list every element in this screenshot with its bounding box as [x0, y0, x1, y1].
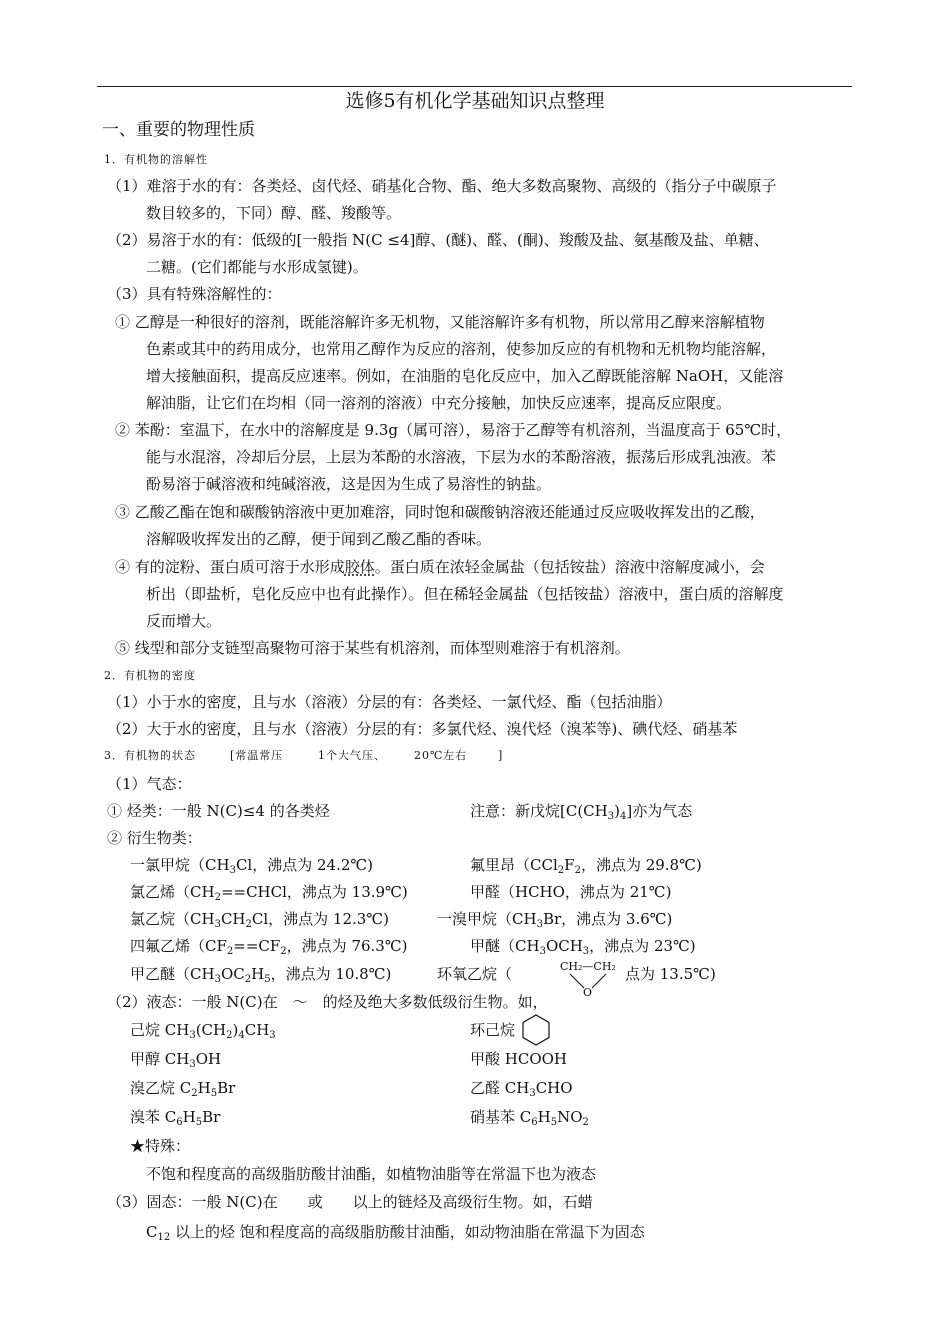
state-note: 1个大气压、 — [318, 749, 386, 762]
text-line: 析出（即盐析，皂化反应中也有此操作）。但在稀轻金属盐（包括铵盐）溶液中，蛋白质的溶解度 — [146, 585, 784, 603]
text-line: 不饱和程度高的高级脂肪酸甘油酯，如植物油脂等在常温下也为液态 — [146, 1165, 597, 1183]
compound-entry: 氯乙烷（$CH_3CH_2Cl$，沸点为 12.3℃) — [130, 910, 389, 930]
text-line: ② 衍生物类： — [107, 829, 202, 847]
text-line: ① 乙醇是一种很好的溶剂，既能溶解许多无机物，又能溶解许多有机物，所以常用乙醇来溶解植物 — [115, 313, 765, 331]
svg-text:CH₂—CH₂: CH₂—CH₂ — [560, 960, 616, 973]
compound-entry: 一氯甲烷（$CH_3Cl$，沸点为 24.2℃) — [130, 856, 374, 876]
text-line: ② 苯酚：室温下，在水中的溶解度是 9.3g（属可溶），易溶于乙醇等有机溶剂，当温度高于 65℃时， — [115, 421, 792, 439]
text-line: 色素或其中的药用成分，也常用乙醇作为反应的溶剂，使参加反应的有机物和无机物均能溶解， — [146, 340, 777, 358]
page-title: 选修5有机化学基础知识点整理 — [345, 90, 605, 112]
text-line: 能与水混溶，冷却后分层，上层为苯酚的水溶液，下层为水的苯酚溶液，振荡后形成乳浊液。苯 — [146, 448, 777, 466]
text-line: $C_{12}$ 以上的烃 饱和程度高的高级脂肪酸甘油酯，如动物油脂在常温下为固态 — [146, 1223, 645, 1243]
text-line: 增大接触面积，提高反应速率。例如，在油脂的皂化反应中，加入乙醇既能溶解 NaOH，又能溶 — [146, 367, 784, 385]
state-note: 20℃左右 — [414, 749, 468, 762]
compound-entry: 甲醇 $CH_3OH$ — [130, 1050, 222, 1070]
subheading-solubility: 1．有机物的溶解性 — [104, 153, 208, 166]
section-heading: 一、重要的物理性质 — [102, 120, 255, 140]
compound-entry: 四氟乙烯（$CF_2==CF_2$，沸点为 76.3℃) — [130, 937, 408, 957]
compound-entry: 点为 13.5℃) — [625, 965, 716, 983]
compound-entry: 硝基苯 $C_6H_5NO_2$ — [470, 1108, 589, 1128]
text-line: （2）易溶于水的有：低级的[一般指 N(C ≤4]醇、(醚)、醛、(酮)、羧酸及盐、氨基酸及盐、单糖、 — [107, 231, 769, 249]
text-line: 二糖。(它们都能与水形成氢键)。 — [146, 258, 368, 276]
compound-entry: 甲乙醚（$CH_3OC_2H_5$，沸点为 10.8℃) — [130, 965, 392, 985]
text-line: ① 烃类：一般 N(C)≤4 的各类烃 — [107, 802, 330, 820]
svg-text:O: O — [583, 986, 593, 998]
compound-entry: 溴苯 $C_6H_5Br$ — [130, 1108, 221, 1128]
header-rule — [97, 86, 852, 87]
text-line: （1）气态： — [107, 775, 192, 793]
compound-entry: 一溴甲烷（$CH_3Br$，沸点为 3.6℃) — [437, 910, 673, 930]
text-line: 注意：新戊烷$[C(CH_3)_4]$亦为气态 — [470, 802, 693, 822]
compound-entry: 环氧乙烷（ — [437, 965, 513, 983]
compound-entry: 溴乙烷 $C_2H_5Br$ — [130, 1079, 236, 1099]
compound-entry: 甲酸 HCOOH — [470, 1050, 568, 1068]
cyclohexane-ring-icon — [520, 1013, 552, 1047]
state-note: [常温常压 — [230, 749, 284, 762]
text-line: （2）大于水的密度，且与水（溶液）分层的有：多氯代烃、溴代烃（溴苯等)、碘代烃、硝基苯 — [107, 720, 738, 738]
text-line: （3）固态：一般 N(C)在 或 以上的链烃及高级衍生物。如，石蜡 — [107, 1193, 593, 1211]
subheading-state: 3．有机物的状态 — [104, 749, 196, 762]
text-line: ★特殊： — [130, 1137, 191, 1155]
text-line: 数目较多的，下同）醇、醛、羧酸等。 — [146, 204, 402, 222]
subheading-density: 2．有机物的密度 — [104, 669, 196, 682]
compound-entry: 氯乙烯（$CH_2==CHCl$，沸点为 13.9℃) — [130, 883, 408, 903]
text-line: ③ 乙酸乙酯在饱和碳酸钠溶液中更加难溶，同时饱和碳酸钠溶液还能通过反应吸收挥发出的乙酸， — [115, 503, 765, 521]
text-line: 溶解吸收挥发出的乙醇，便于闻到乙酸乙酯的香味。 — [146, 530, 492, 548]
text-line: （2）液态：一般 N(C)在 ～ 的烃及绝大多数低级衍生物。如， — [107, 993, 548, 1011]
epoxide-structure-icon — [556, 958, 626, 998]
compound-entry: 环己烷 — [470, 1021, 516, 1039]
text-line: （1）难溶于水的有：各类烃、卤代烃、硝基化合物、酯、绝大多数高聚物、高级的（指分子中碳原子 — [107, 177, 777, 195]
text-line: 解油脂，让它们在均相（同一溶剂的溶液）中充分接触，加快反应速率，提高反应限度。 — [146, 394, 732, 412]
compound-entry: 氟里昂（$CCl_2F_2$，沸点为 29.8℃) — [470, 856, 702, 876]
compound-entry: 乙醛 $CH_3CHO$ — [470, 1079, 573, 1099]
compound-entry: 甲醛（HCHO，沸点为 21℃) — [470, 883, 672, 901]
state-note: ] — [498, 749, 504, 762]
text-line: 反而增大。 — [146, 612, 222, 630]
compound-entry: 己烷 $CH_3(CH_2)_4CH_3$ — [130, 1021, 276, 1041]
text-line: ④ 有的淀粉、蛋白质可溶于水形成胶体。蛋白质在浓轻金属盐（包括铵盐）溶液中溶解度减小，会 — [115, 558, 765, 576]
compound-entry: 甲醚（$CH_3OCH_3$，沸点为 23℃) — [470, 937, 696, 957]
text-line: ⑤ 线型和部分支链型高聚物可溶于某些有机溶剂，而体型则难溶于有机溶剂。 — [115, 639, 630, 657]
text-line: 酚易溶于碱溶液和纯碱溶液，这是因为生成了易溶性的钠盐。 — [146, 475, 552, 493]
text-line: （1）小于水的密度，且与水（溶液）分层的有：各类烃、一氯代烃、酯（包括油脂） — [107, 693, 672, 711]
text-line: （3）具有特殊溶解性的： — [107, 285, 282, 303]
